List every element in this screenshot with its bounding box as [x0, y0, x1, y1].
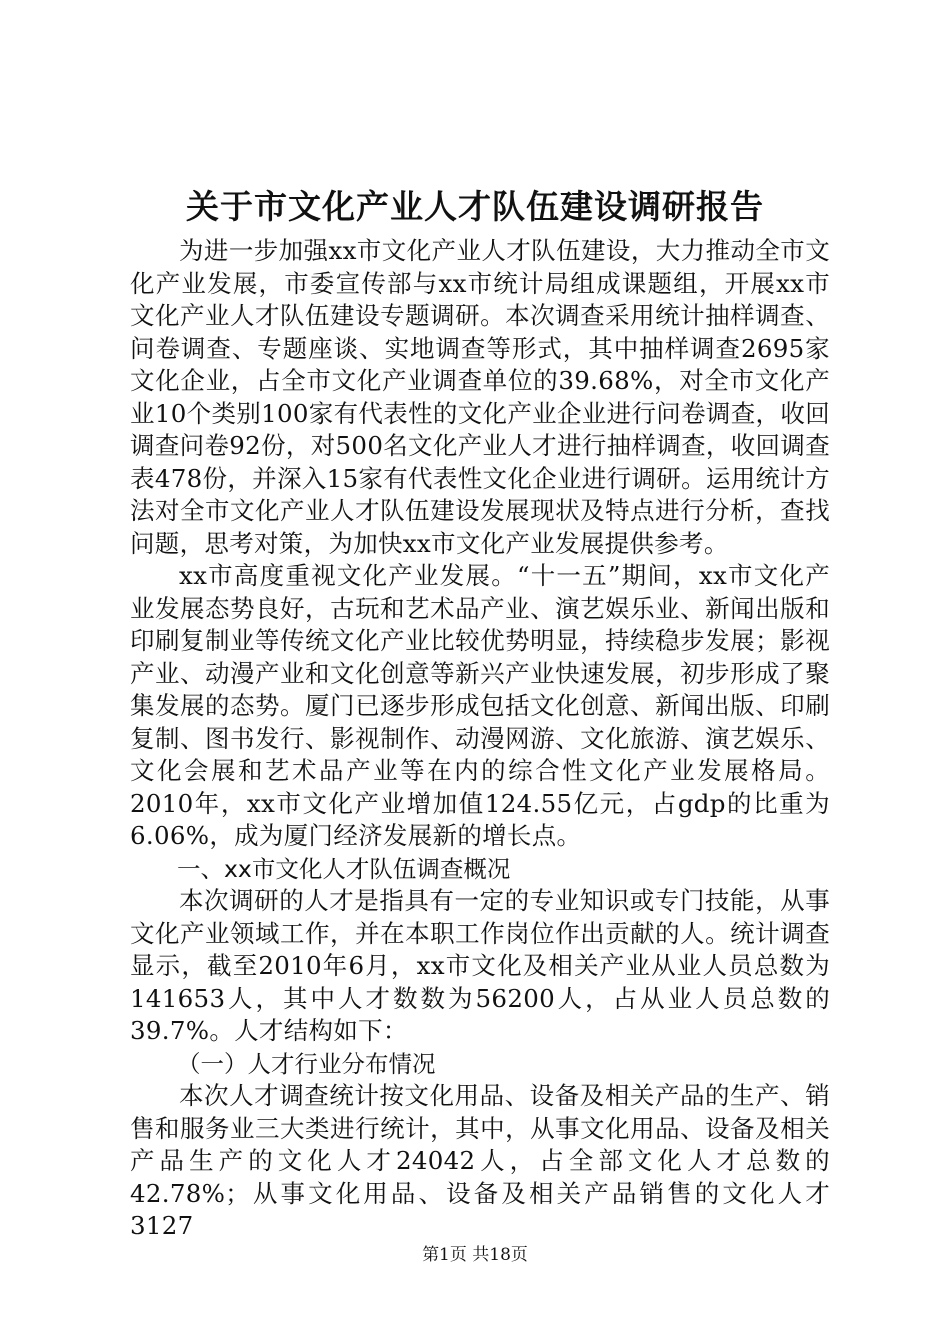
section-paragraph: 本次调研的人才是指具有一定的专业知识或专门技能，从事文化产业领域工作，并在本职工作岗位作出贡献的人。统计调查显示，截至2010年6月，xx市文化及相关产业从业人员总数为141653人，其中人才数数为56200人，占从业人员总数的39.7%。人才结构如下：	[130, 886, 830, 1045]
subsection-paragraph: 本次人才调查统计按文化用品、设备及相关产品的生产、销售和服务业三大类进行统计，其中，从事文化用品、设备及相关产品生产的文化人才24042人，占全部文化人才总数的42.78%；从事文化用品、设备及相关产品销售的文化人才3127	[130, 1081, 830, 1240]
section-heading: 一、xx市文化人才队伍调查概况	[177, 854, 511, 883]
document-body	[130, 235, 830, 1243]
document-title: 关于市文化产业人才队伍建设调研报告	[186, 187, 764, 226]
intro-paragraph: 为进一步加强xx市文化产业人才队伍建设，大力推动全市文化产业发展，市委宣传部与xx市统计局组成课题组，开展xx市文化产业人才队伍建设专题调研。本次调查采用统计抽样调查、问卷调查、专题座谈、实地调查等形式，其中抽样调查2695家文化企业，占全市文化产业调查单位的39.68%，对全市文化产业10个类别100家有代表性的文化产业企业进行问卷调查，收回调查问卷92份，对500名文化产业人才进行抽样调查，收回调查表478份，并深入15家有代表性文化企业进行调研。运用统计方法对全市文化产业人才队伍建设发展现状及特点进行分析，查找问题，思考对策，为加快xx市文化产业发展提供参考。	[130, 236, 830, 558]
page-number-footer: 第1页 共18页	[422, 1245, 528, 1265]
background-paragraph: xx市高度重视文化产业发展。“十一五”期间，xx市文化产业发展态势良好，古玩和艺术品产业、演艺娱乐业、新闻出版和印刷复制业等传统文化产业比较优势明显，持续稳步发展；影视产业、动漫产业和文化创意等新兴产业快速发展，初步形成了聚集发展的态势。厦门已逐步形成包括文化创意、新闻出版、印刷复制、图书发行、影视制作、动漫网游、文化旅游、演艺娱乐、文化会展和艺术品产业等在内的综合性文化产业发展格局。2010年，xx市文化产业增加值124.55亿元，占gdp的比重为6.06%，成为厦门经济发展新的增长点。	[130, 561, 830, 850]
subsection-heading: （一）人才行业分布情况	[177, 1049, 436, 1078]
